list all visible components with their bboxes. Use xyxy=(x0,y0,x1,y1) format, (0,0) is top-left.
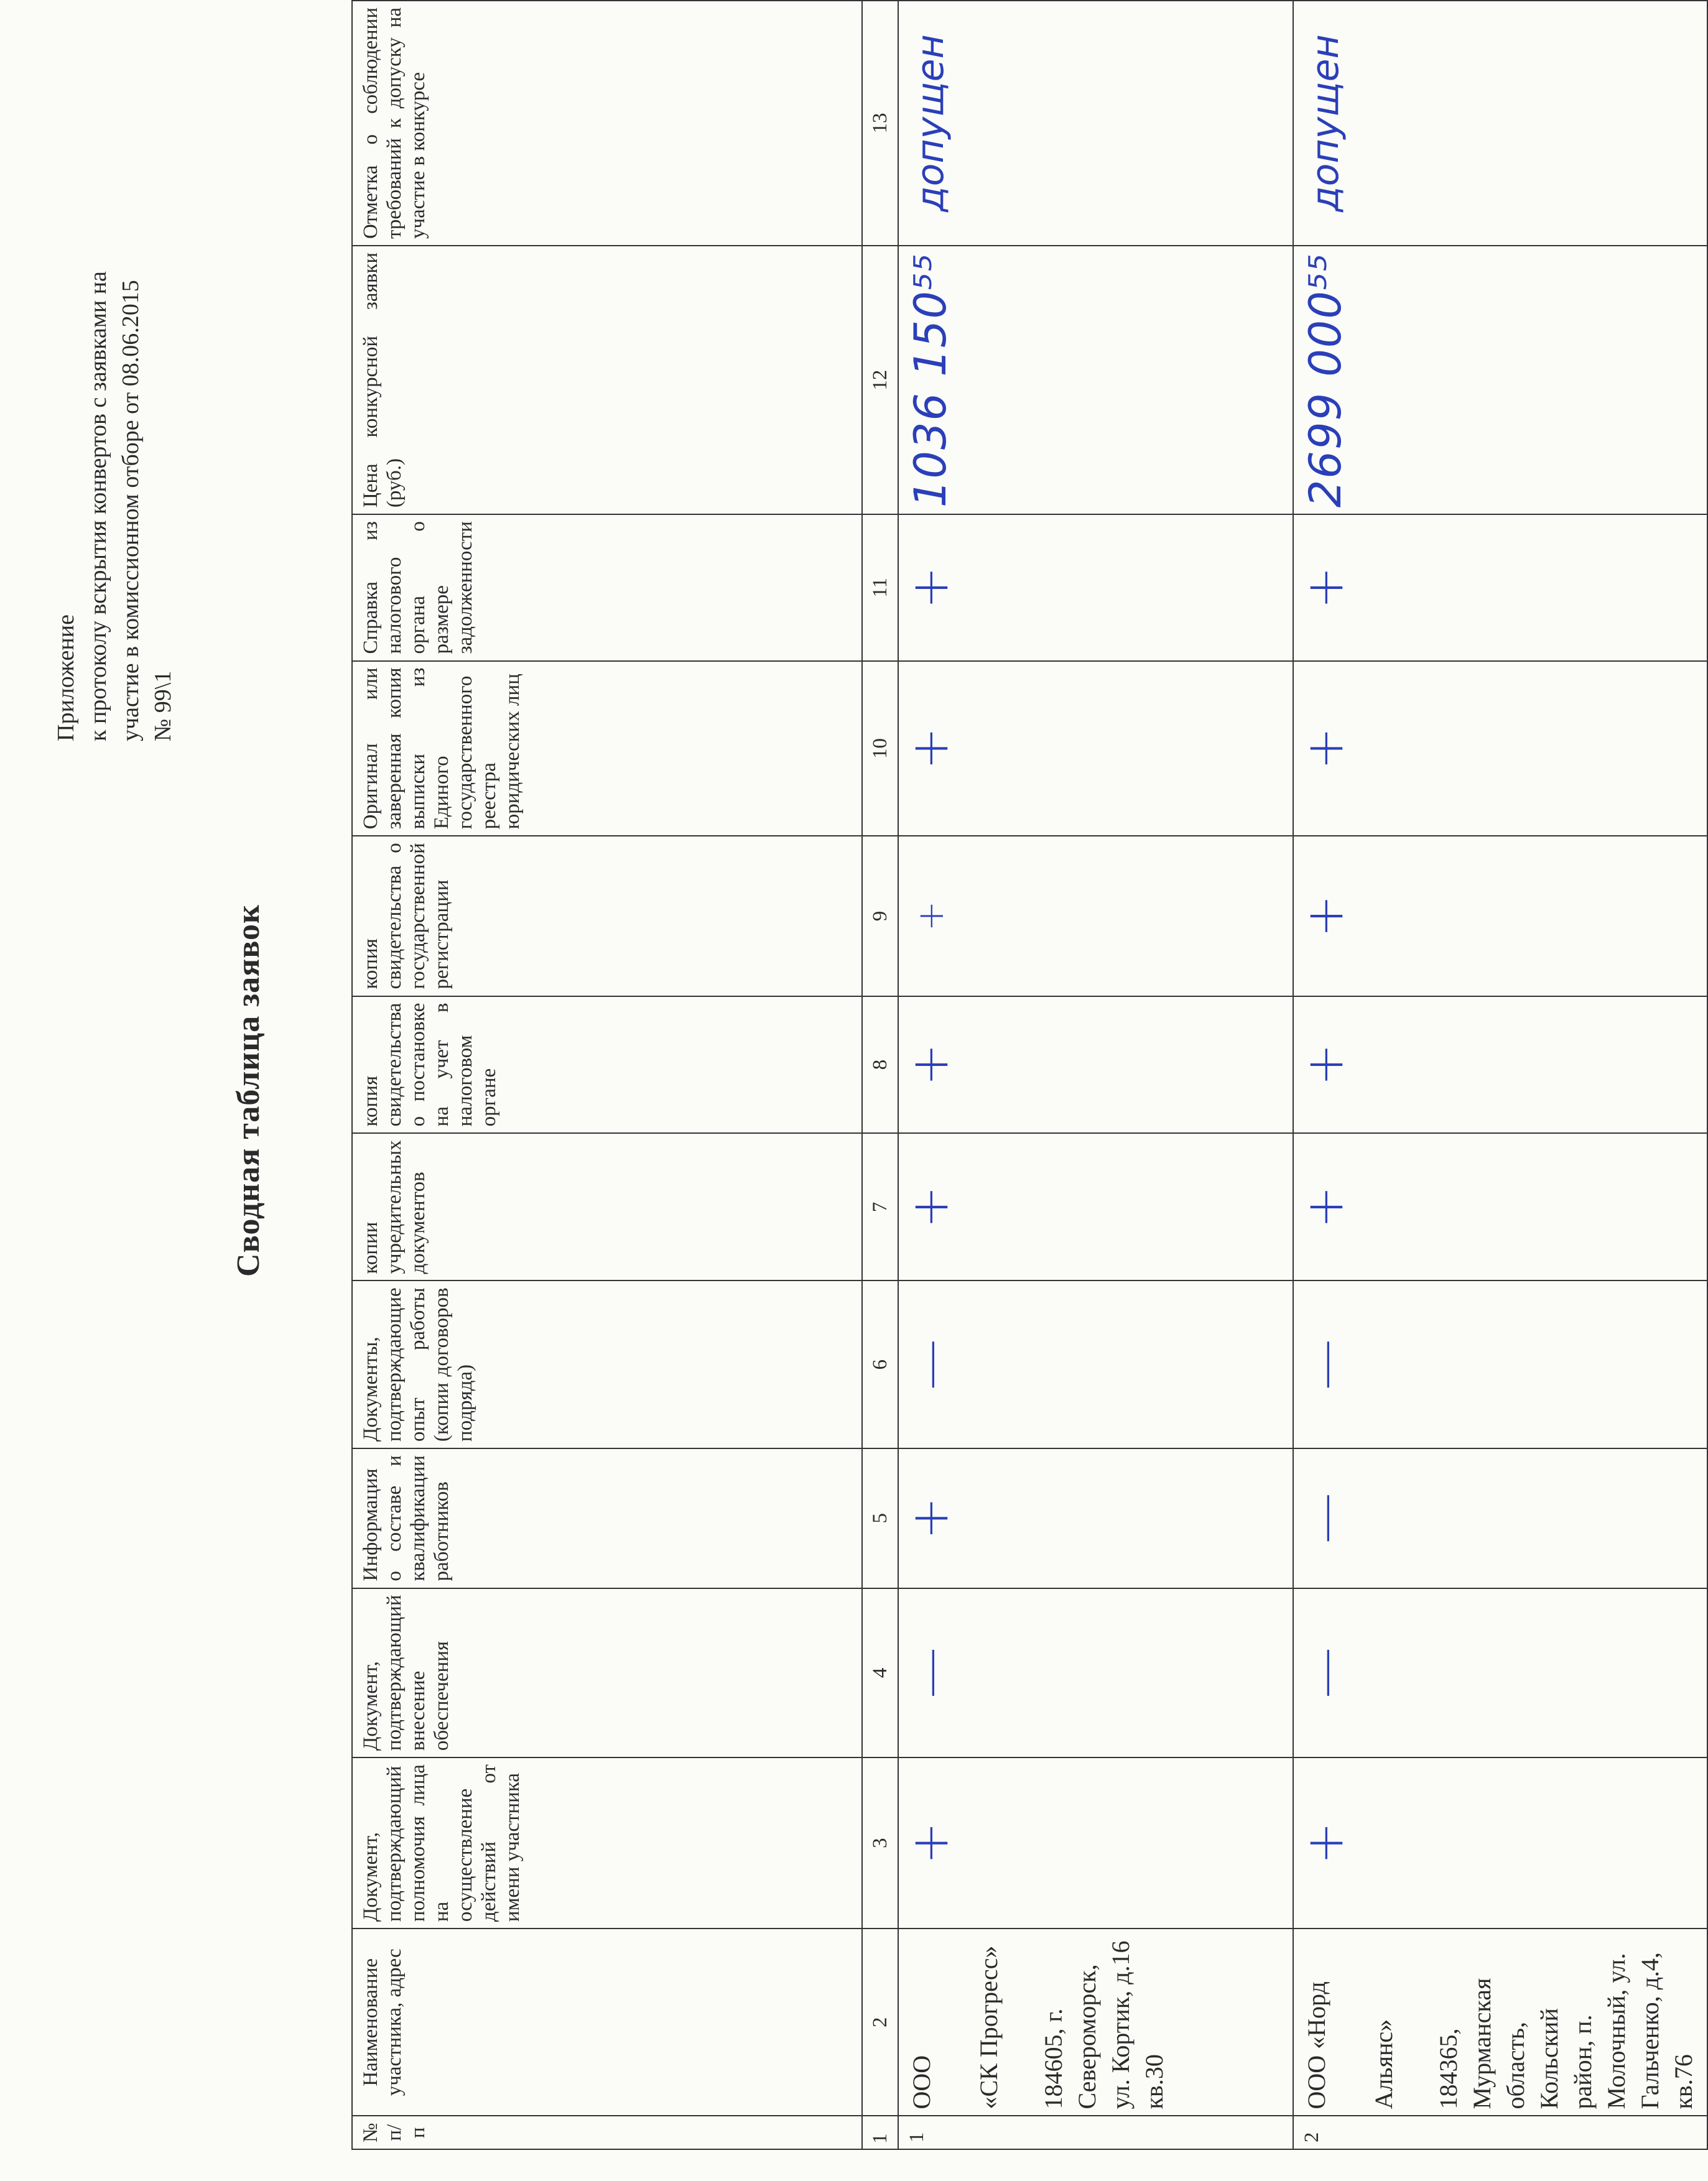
handwritten-admission-note: допущен xyxy=(1304,34,1347,212)
header-cell: № п/п xyxy=(352,2116,862,2150)
mark-cell xyxy=(1293,1133,1707,1280)
header-cell: Документы, подтверждающие опыт работы (копии договоров подряда) xyxy=(352,1281,862,1449)
row-number: 1 xyxy=(898,2116,1293,2150)
handwritten-mark: + xyxy=(1296,894,1355,938)
handwritten-mark: — xyxy=(1296,1647,1355,1698)
mark-cell xyxy=(1293,1281,1707,1449)
annex-protocol-date: участие в комиссионном отборе от 08.06.2015 xyxy=(118,280,144,741)
mark-cell xyxy=(1293,1588,1707,1758)
header-cell: Наименование участника, адрес xyxy=(352,1929,862,2116)
column-number: 6 xyxy=(862,1281,898,1449)
handwritten-mark: — xyxy=(901,1647,960,1698)
header-cell: Документ, подтверждающий полномочия лица на осуществление действий от имени участника xyxy=(352,1757,862,1929)
column-number: 5 xyxy=(862,1448,898,1588)
admission-cell xyxy=(1293,1,1707,246)
mark-cell xyxy=(1293,1757,1707,1929)
mark-cell xyxy=(1293,661,1707,836)
column-number: 10 xyxy=(862,661,898,836)
handwritten-mark: + xyxy=(1296,1043,1355,1086)
header-cell: копии учредительных документов xyxy=(352,1133,862,1280)
row-number: 2 xyxy=(1293,2116,1707,2150)
mark-cell xyxy=(1293,514,1707,660)
column-number: 9 xyxy=(862,836,898,996)
handwritten-mark: + xyxy=(901,1043,960,1086)
price-cell xyxy=(1293,246,1707,514)
annex-protocol-number: № 99\1 xyxy=(150,670,176,741)
page-title: Сводная таблица заявок xyxy=(231,904,266,1277)
handwritten-mark: + xyxy=(901,1496,960,1540)
handwritten-mark: + xyxy=(901,727,960,770)
handwritten-mark: + xyxy=(1296,727,1355,770)
handwritten-price: 2699 000⁵⁵ xyxy=(1300,252,1351,508)
mark-cell xyxy=(898,1133,1293,1280)
mark-cell xyxy=(898,1448,1293,1588)
mark-cell xyxy=(898,514,1293,660)
handwritten-admission-note: допущен xyxy=(909,34,952,212)
column-number: 8 xyxy=(862,996,898,1134)
summary-table xyxy=(351,0,1708,2150)
column-number: 12 xyxy=(862,246,898,514)
column-number: 3 xyxy=(862,1757,898,1929)
mark-cell xyxy=(898,1757,1293,1929)
price-cell xyxy=(898,246,1293,514)
participant-name: ООО «Норд Альянс» xyxy=(1302,1981,1398,2109)
handwritten-price: 1036 150⁵⁵ xyxy=(905,252,956,508)
annex-protocol-ref: к протоколу вскрытия конвертов с заявками на xyxy=(85,271,111,741)
participant-cell xyxy=(898,1929,1293,2116)
annex-title: Приложение xyxy=(53,614,79,741)
header-cell: Документ, подтверждающий внесение обеспечения xyxy=(352,1588,862,1758)
handwritten-mark: — xyxy=(901,1339,960,1391)
table-row xyxy=(1293,1,1707,2149)
participant-address: 184605, г. Североморск, ул. Кортик, д.16 кв.30 xyxy=(1039,1940,1168,2109)
mark-cell xyxy=(898,996,1293,1134)
column-number: 7 xyxy=(862,1133,898,1280)
participant-address: 184365, Мурманская область, Кольский район, п. Молочный, ул. Гальченко, д.4, кв.76 xyxy=(1434,1952,1697,2109)
header-cell: Информация о составе и квалификации работников xyxy=(352,1448,862,1588)
column-number: 11 xyxy=(862,514,898,660)
header-row xyxy=(352,1,862,2149)
participant-name: ООО «СК Прогресс» xyxy=(907,1945,1003,2109)
mark-cell xyxy=(898,836,1293,996)
handwritten-mark: + xyxy=(909,901,952,932)
header-cell: Цена конкурсной заявки (руб.) xyxy=(352,246,862,514)
handwritten-mark: — xyxy=(1296,1339,1355,1391)
column-number: 1 xyxy=(862,2116,898,2150)
column-number: 13 xyxy=(862,1,898,246)
admission-cell xyxy=(898,1,1293,246)
column-number-row xyxy=(862,1,898,2149)
table-row xyxy=(898,1,1293,2149)
header-cell: Оригинал или заверенная копия выписки из Единого государственного реестра юридических лиц xyxy=(352,661,862,836)
header-cell: копия свидетельства о государственной регистрации xyxy=(352,836,862,996)
column-number: 4 xyxy=(862,1588,898,1758)
header-cell: Справка из налогового органа о размере задолженности xyxy=(352,514,862,660)
column-number: 2 xyxy=(862,1929,898,2116)
handwritten-mark: + xyxy=(901,1185,960,1229)
mark-cell xyxy=(1293,1448,1707,1588)
handwritten-mark: + xyxy=(1296,566,1355,609)
mark-cell xyxy=(898,1588,1293,1758)
handwritten-mark: + xyxy=(1296,1185,1355,1229)
mark-cell xyxy=(1293,996,1707,1134)
header-cell: Отметка о соблюдении требований к допуску на участие в конкурсе xyxy=(352,1,862,246)
mark-cell xyxy=(898,1281,1293,1449)
participant-cell xyxy=(1293,1929,1707,2116)
handwritten-mark: + xyxy=(901,1822,960,1864)
handwritten-mark: + xyxy=(1296,1822,1355,1864)
handwritten-mark: — xyxy=(1296,1493,1355,1544)
mark-cell xyxy=(1293,836,1707,996)
mark-cell xyxy=(898,661,1293,836)
header-cell: копия свидетельства о постановке на учет в налоговом органе xyxy=(352,996,862,1134)
handwritten-mark: + xyxy=(901,566,960,609)
annex-block xyxy=(50,45,179,2181)
